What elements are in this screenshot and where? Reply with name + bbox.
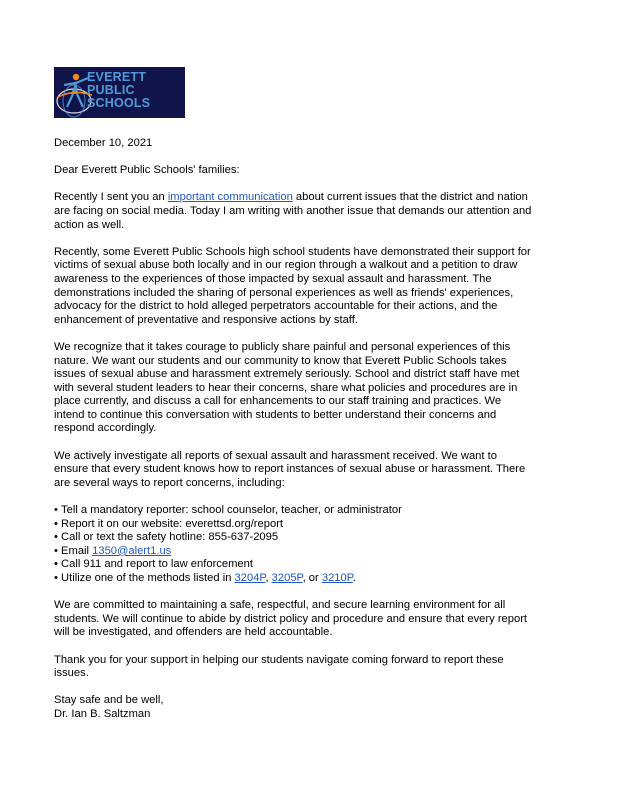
list-item: • Call or text the safety hotline: 855-637-2095 (54, 531, 534, 545)
email-link[interactable]: 1350@alert1.us (92, 544, 172, 557)
separator: , (265, 572, 272, 584)
policy-3205p-link[interactable]: 3205P (271, 572, 303, 584)
paragraph-1-text-start: Recently I sent you an (54, 191, 168, 204)
letter-date: December 10, 2021 (54, 137, 153, 149)
logo-line-2: PUBLIC (87, 83, 135, 97)
list-item: • Report it on our website: everettsd.org/report (54, 518, 534, 532)
list-item: • Call 911 and report to law enforcement (54, 558, 534, 572)
closing: Stay safe and be well, (54, 694, 164, 707)
policy-3204p-link[interactable]: 3204P (234, 572, 266, 584)
letter-body (54, 137, 534, 722)
paragraph-3: We recognize that it takes courage to publicly share painful and personal experiences of this nature. We want our students and our community to know that Everett Public Schools takes issues of sexual abuse and harassment extremely seriously. School and district staff have met with several student leaders to hear their concerns, share what policies and procedures are in place currently, and discuss a call for enhancements to our staff training and practices. We intend to continue this conversation with students to better understand their concerns and respond accordingly. (54, 340, 520, 435)
logo-line-3: SCHOOLS (87, 96, 151, 110)
letter-salutation: Dear Everett Public Schools' families: (54, 164, 240, 177)
paragraph-5: We are committed to maintaining a safe, respectful, and secure learning environment for all students. We will continue to abide by district policy and procedure and ensure that every report will be investigated, and offenders are held accountable. (54, 599, 528, 639)
logo-wordmark (87, 71, 183, 110)
list-item (54, 572, 534, 586)
list-item: • Tell a mandatory reporter: school counselor, teacher, or administrator (54, 504, 534, 518)
report-methods-list (54, 504, 534, 586)
methods-label: Utilize one of the methods listed in (61, 572, 235, 584)
period: . (352, 572, 356, 584)
separator: , or (302, 572, 322, 584)
paragraph-1 (54, 191, 534, 232)
email-label: Email (61, 544, 93, 557)
paragraph-2: Recently, some Everett Public Schools high school students have demonstrated their support for victims of sexual abuse both locally and in our region through a walkout and a petition to draw awareness to the experiences of those impacted by sexual assault and harassment. The demonstrations included the sharing of personal experiences as well as friends' experiences, advocacy for the district to hold alleged perpetrators accountable for their actions, and the enhancement of preventative and responsive actions by staff. (54, 245, 531, 326)
signature: Dr. Ian B. Saltzman (54, 707, 151, 720)
important-communication-link[interactable]: important communication (167, 191, 293, 204)
policy-3210p-link[interactable]: 3210P (321, 572, 353, 584)
paragraph-4: We actively investigate all reports of sexual assault and harassment received. We want to ensure that every student knows how to report instances of sexual abuse or harassment. There are several ways to report concerns, including: (54, 449, 526, 489)
paragraph-1-text-end: about current issues that the district and nation are facing on social media. Today I am writing with another issue that demands our attention and action as well. (54, 191, 532, 231)
list-item (54, 545, 534, 559)
district-logo (54, 67, 185, 118)
paragraph-6: Thank you for your support in helping our students navigate coming forward to report these issues. (54, 653, 504, 680)
logo-line-1: EVERETT (87, 70, 147, 84)
